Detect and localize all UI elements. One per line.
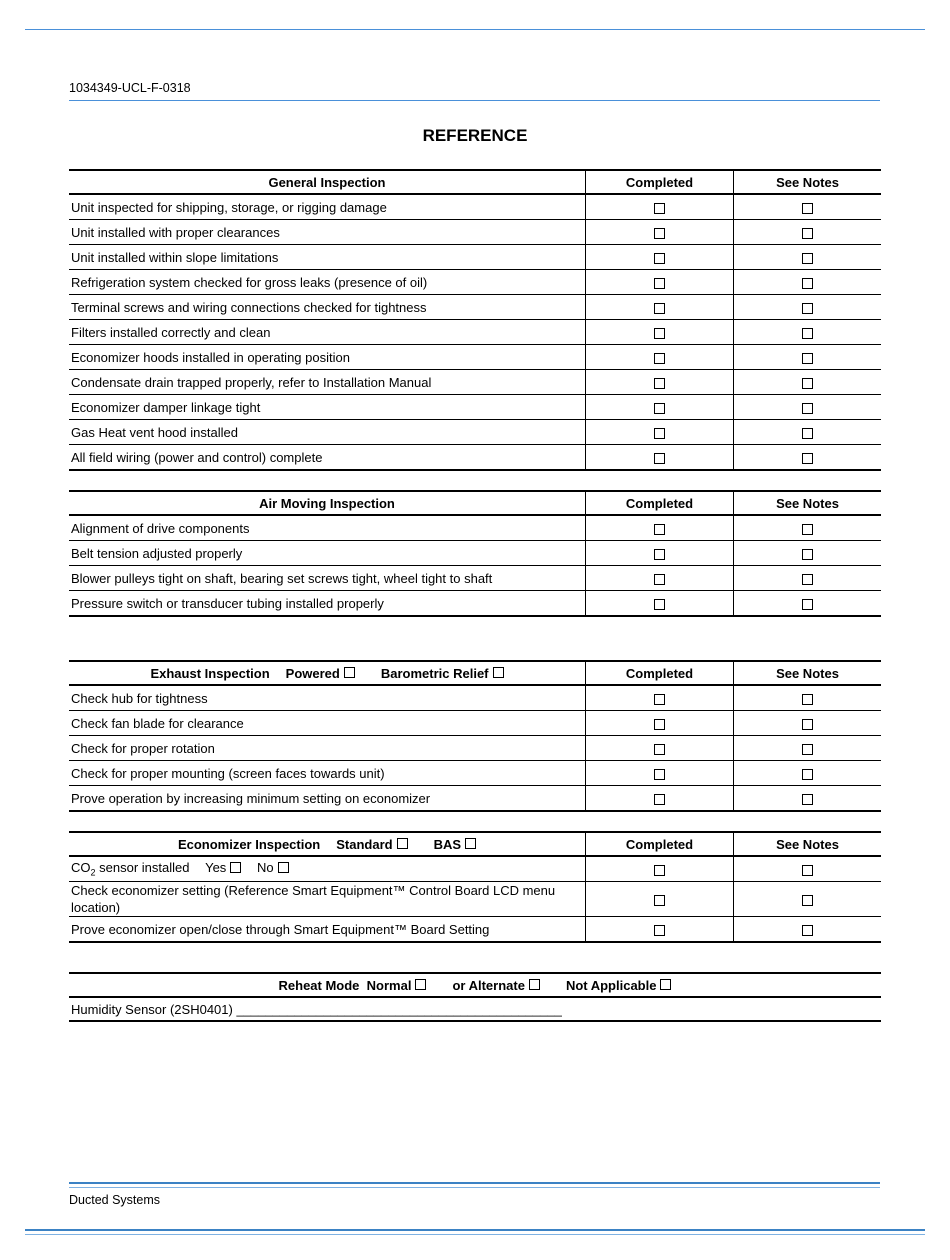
see-notes-column-header: See Notes <box>734 170 882 194</box>
completed-checkbox[interactable] <box>654 353 665 364</box>
standard-checkbox[interactable] <box>397 838 408 849</box>
footer-rule-thin <box>69 1187 880 1188</box>
completed-checkbox[interactable] <box>654 378 665 389</box>
see-notes-checkbox[interactable] <box>802 253 813 264</box>
table-row <box>69 882 881 917</box>
see-notes-checkbox[interactable] <box>802 203 813 214</box>
checklist-item-label: Gas Heat vent hood installed <box>69 420 586 445</box>
see-notes-cell <box>734 856 882 882</box>
economizer-inspection-title: Economizer Inspection <box>177 836 321 852</box>
exhaust-inspection-title: Exhaust Inspection <box>150 665 270 681</box>
completed-checkbox[interactable] <box>654 925 665 936</box>
see-notes-cell <box>734 345 882 370</box>
see-notes-cell <box>734 591 882 617</box>
standard-option-label: Standard <box>336 836 393 852</box>
completed-column-header: Completed <box>586 832 734 856</box>
completed-cell <box>586 541 734 566</box>
see-notes-cell <box>734 270 882 295</box>
completed-cell <box>586 711 734 736</box>
see-notes-cell <box>734 370 882 395</box>
co2-sensor-item <box>69 856 586 882</box>
table-row <box>69 295 881 320</box>
completed-checkbox[interactable] <box>654 769 665 780</box>
checklist-item-label: Blower pulleys tight on shaft, bearing set screws tight, wheel tight to shaft <box>69 566 586 591</box>
see-notes-checkbox[interactable] <box>802 865 813 876</box>
see-notes-cell <box>734 320 882 345</box>
co2-yes-label: Yes <box>205 860 227 876</box>
completed-cell <box>586 917 734 943</box>
table-row <box>69 194 881 220</box>
completed-checkbox[interactable] <box>654 428 665 439</box>
see-notes-cell <box>734 685 882 711</box>
general-inspection-header: General Inspection <box>69 170 586 194</box>
see-notes-column-header: See Notes <box>734 661 882 685</box>
completed-cell <box>586 736 734 761</box>
completed-cell <box>586 245 734 270</box>
completed-cell <box>586 370 734 395</box>
co2-no-checkbox[interactable] <box>278 862 289 873</box>
normal-checkbox[interactable] <box>415 979 426 990</box>
see-notes-checkbox[interactable] <box>802 549 813 560</box>
completed-cell <box>586 194 734 220</box>
air-moving-inspection-header: Air Moving Inspection <box>69 491 586 515</box>
see-notes-checkbox[interactable] <box>802 574 813 585</box>
checklist-item-label: Check for proper mounting (screen faces towards unit) <box>69 761 586 786</box>
table-row <box>69 997 881 1021</box>
see-notes-cell <box>734 541 882 566</box>
see-notes-cell <box>734 786 882 812</box>
completed-cell <box>586 420 734 445</box>
bas-checkbox[interactable] <box>465 838 476 849</box>
checklist-item-label: Unit inspected for shipping, storage, or rigging damage <box>69 194 586 220</box>
table-row <box>69 420 881 445</box>
see-notes-cell <box>734 711 882 736</box>
see-notes-checkbox[interactable] <box>802 353 813 364</box>
completed-checkbox[interactable] <box>654 328 665 339</box>
top-border-rule <box>25 29 925 30</box>
reheat-mode-title: Reheat Mode <box>278 977 360 993</box>
not-applicable-option-label: Not Applicable <box>565 977 657 993</box>
checklist-item-label: Prove economizer open/close through Smart Equipment™ Board Setting <box>69 917 586 943</box>
see-notes-checkbox[interactable] <box>802 599 813 610</box>
see-notes-checkbox[interactable] <box>802 744 813 755</box>
completed-cell <box>586 445 734 471</box>
completed-cell <box>586 320 734 345</box>
checklist-item-label: Unit installed with proper clearances <box>69 220 586 245</box>
footer-label: Ducted Systems <box>69 1193 161 1207</box>
checklist-item-label: Check economizer setting (Reference Smart Equipment™ Control Board LCD menu location) <box>69 882 586 917</box>
humidity-sensor-field[interactable]: Humidity Sensor (2SH0401) _____________________________________________ <box>69 997 881 1021</box>
see-notes-cell <box>734 736 882 761</box>
completed-checkbox[interactable] <box>654 599 665 610</box>
completed-checkbox[interactable] <box>654 228 665 239</box>
see-notes-checkbox[interactable] <box>802 303 813 314</box>
exhaust-inspection-header <box>69 661 586 685</box>
alternate-option-label: or Alternate <box>452 977 525 993</box>
completed-cell <box>586 515 734 541</box>
completed-checkbox[interactable] <box>654 453 665 464</box>
page-title: REFERENCE <box>422 126 528 145</box>
see-notes-cell <box>734 245 882 270</box>
exhaust-inspection-rows <box>69 685 881 811</box>
see-notes-cell <box>734 566 882 591</box>
completed-cell <box>586 566 734 591</box>
checklist-item-label: All field wiring (power and control) complete <box>69 445 586 471</box>
see-notes-checkbox[interactable] <box>802 925 813 936</box>
header-rule <box>69 100 880 101</box>
exhaust-inspection-table <box>69 660 881 812</box>
checklist-item-label: Check fan blade for clearance <box>69 711 586 736</box>
table-row <box>69 320 881 345</box>
bas-option-label: BAS <box>433 836 462 852</box>
checklist-item-label: Filters installed correctly and clean <box>69 320 586 345</box>
completed-cell <box>586 295 734 320</box>
checklist-item-label: Refrigeration system checked for gross leaks (presence of oil) <box>69 270 586 295</box>
checklist-item-label: Belt tension adjusted properly <box>69 541 586 566</box>
checklist-item-label: Condensate drain trapped properly, refer to Installation Manual <box>69 370 586 395</box>
completed-checkbox[interactable] <box>654 549 665 560</box>
checklist-item-label: Unit installed within slope limitations <box>69 245 586 270</box>
general-inspection-rows <box>69 194 881 470</box>
reheat-mode-table <box>69 972 881 1022</box>
barometric-relief-checkbox[interactable] <box>493 667 504 678</box>
see-notes-column-header: See Notes <box>734 832 882 856</box>
table-row <box>69 711 881 736</box>
normal-option-label: Normal <box>366 977 412 993</box>
barometric-relief-option-label: Barometric Relief <box>380 665 489 681</box>
table-row <box>69 270 881 295</box>
completed-column-header: Completed <box>586 170 734 194</box>
powered-option-label: Powered <box>285 665 340 681</box>
completed-cell <box>586 856 734 882</box>
see-notes-cell <box>734 515 882 541</box>
completed-checkbox[interactable] <box>654 524 665 535</box>
checklist-item-label: Economizer damper linkage tight <box>69 395 586 420</box>
completed-checkbox[interactable] <box>654 203 665 214</box>
economizer-inspection-header <box>69 832 586 856</box>
checklist-item-label: Check hub for tightness <box>69 685 586 711</box>
table-row <box>69 566 881 591</box>
table-row <box>69 541 881 566</box>
table-row <box>69 245 881 270</box>
see-notes-cell <box>734 295 882 320</box>
checklist-item-label: Economizer hoods installed in operating position <box>69 345 586 370</box>
see-notes-checkbox[interactable] <box>802 378 813 389</box>
see-notes-checkbox[interactable] <box>802 769 813 780</box>
footer-rule <box>69 1182 880 1184</box>
alternate-checkbox[interactable] <box>529 979 540 990</box>
see-notes-checkbox[interactable] <box>802 278 813 289</box>
completed-cell <box>586 591 734 617</box>
see-notes-checkbox[interactable] <box>802 328 813 339</box>
completed-cell <box>586 220 734 245</box>
see-notes-column-header: See Notes <box>734 491 882 515</box>
table-row <box>69 736 881 761</box>
completed-cell <box>586 786 734 812</box>
checklist-item-label: Terminal screws and wiring connections checked for tightness <box>69 295 586 320</box>
table-row <box>69 345 881 370</box>
completed-checkbox[interactable] <box>654 794 665 805</box>
checklist-item-label: Check for proper rotation <box>69 736 586 761</box>
checklist-item-label: Alignment of drive components <box>69 515 586 541</box>
checklist-item-label: Pressure switch or transducer tubing installed properly <box>69 591 586 617</box>
completed-cell <box>586 685 734 711</box>
see-notes-cell <box>734 917 882 943</box>
completed-checkbox[interactable] <box>654 278 665 289</box>
completed-cell <box>586 345 734 370</box>
co2-label: CO <box>71 860 91 876</box>
completed-checkbox[interactable] <box>654 895 665 906</box>
table-row <box>69 856 881 882</box>
table-row <box>69 761 881 786</box>
table-row <box>69 370 881 395</box>
see-notes-cell <box>734 194 882 220</box>
see-notes-checkbox[interactable] <box>802 228 813 239</box>
see-notes-cell <box>734 882 882 917</box>
general-inspection-table <box>69 169 881 471</box>
completed-checkbox[interactable] <box>654 694 665 705</box>
air-moving-inspection-rows <box>69 515 881 616</box>
document-id: 1034349-UCL-F-0318 <box>69 81 191 95</box>
completed-cell <box>586 882 734 917</box>
table-row <box>69 515 881 541</box>
reheat-mode-header <box>69 973 881 997</box>
see-notes-cell <box>734 220 882 245</box>
completed-cell <box>586 761 734 786</box>
completed-column-header: Completed <box>586 491 734 515</box>
completed-checkbox[interactable] <box>654 253 665 264</box>
economizer-inspection-rows <box>69 856 881 942</box>
completed-checkbox[interactable] <box>654 403 665 414</box>
table-row <box>69 786 881 812</box>
see-notes-cell <box>734 395 882 420</box>
economizer-inspection-table <box>69 831 881 943</box>
see-notes-checkbox[interactable] <box>802 524 813 535</box>
see-notes-checkbox[interactable] <box>802 694 813 705</box>
see-notes-cell <box>734 445 882 471</box>
completed-checkbox[interactable] <box>654 574 665 585</box>
co2-sensor-label: sensor installed <box>95 860 190 876</box>
table-row <box>69 591 881 617</box>
see-notes-checkbox[interactable] <box>802 719 813 730</box>
completed-cell <box>586 395 734 420</box>
see-notes-checkbox[interactable] <box>802 794 813 805</box>
table-row <box>69 685 881 711</box>
see-notes-checkbox[interactable] <box>802 428 813 439</box>
see-notes-checkbox[interactable] <box>802 403 813 414</box>
table-row <box>69 395 881 420</box>
bottom-border-rule-thin <box>25 1234 925 1235</box>
completed-checkbox[interactable] <box>654 719 665 730</box>
powered-checkbox[interactable] <box>344 667 355 678</box>
completed-column-header: Completed <box>586 661 734 685</box>
completed-cell <box>586 270 734 295</box>
air-moving-inspection-table <box>69 490 881 617</box>
co2-no-label: No <box>256 860 274 876</box>
completed-checkbox[interactable] <box>654 744 665 755</box>
see-notes-checkbox[interactable] <box>802 453 813 464</box>
see-notes-cell <box>734 761 882 786</box>
co2-yes-checkbox[interactable] <box>230 862 241 873</box>
co2-subscript: 2 <box>90 867 96 878</box>
checklist-item-label: Prove operation by increasing minimum setting on economizer <box>69 786 586 812</box>
table-row <box>69 917 881 943</box>
table-row <box>69 445 881 471</box>
completed-checkbox[interactable] <box>654 303 665 314</box>
completed-checkbox[interactable] <box>654 865 665 876</box>
see-notes-checkbox[interactable] <box>802 895 813 906</box>
bottom-border-rule <box>25 1229 925 1231</box>
not-applicable-checkbox[interactable] <box>660 979 671 990</box>
see-notes-cell <box>734 420 882 445</box>
table-row <box>69 220 881 245</box>
